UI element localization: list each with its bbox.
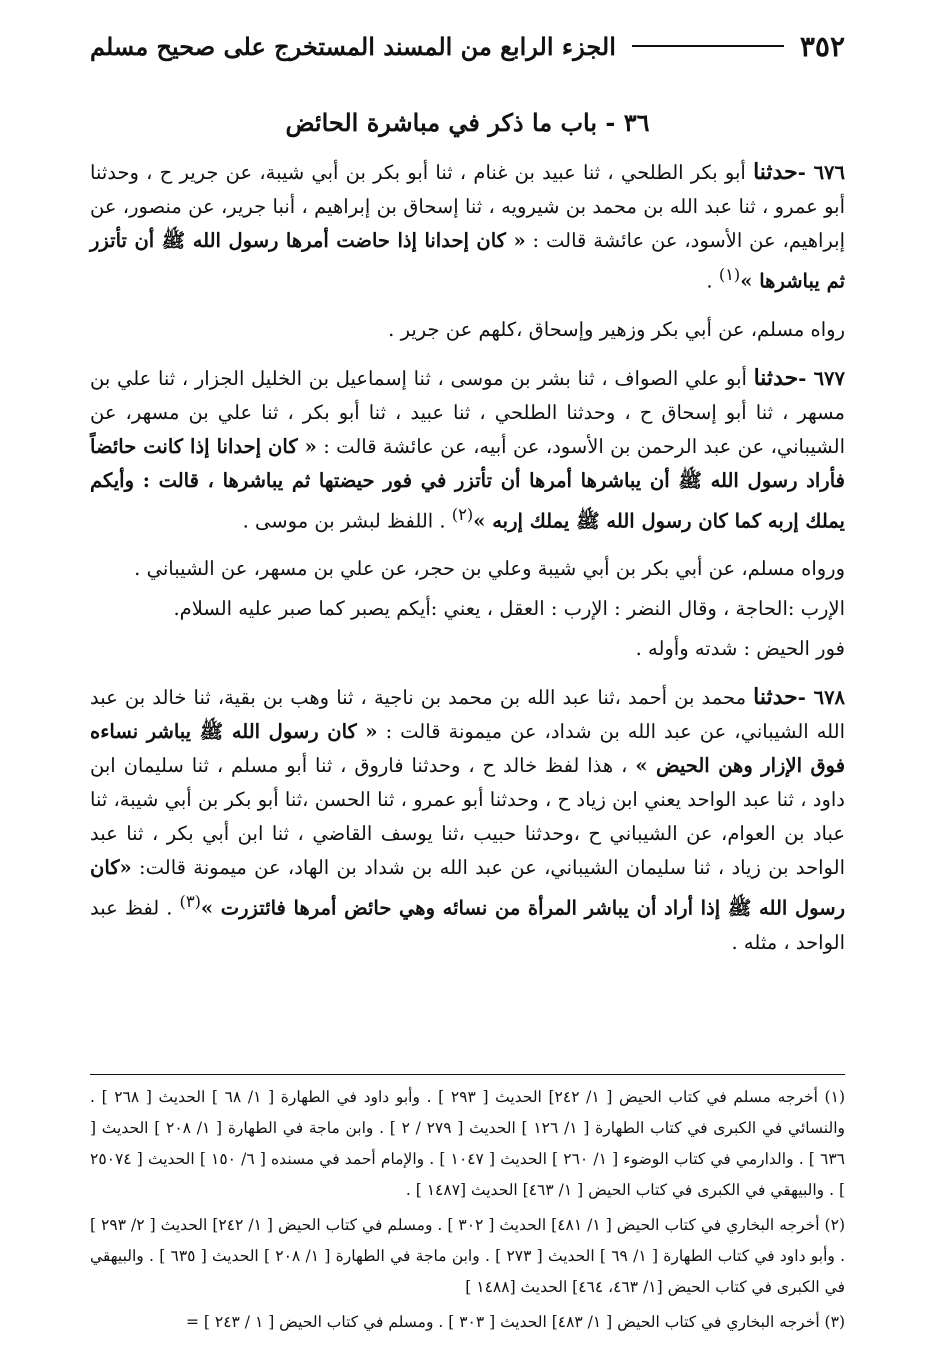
gloss-irb: الإرب :الحاجة ، وقال النضر : الإرب : العقل ، يعني :أيكم يصبر كما صبر عليه السلام.	[173, 597, 845, 620]
main-text	[90, 155, 845, 974]
hadith-676	[90, 155, 845, 299]
page-number: ٣٥٢	[799, 29, 845, 63]
hadith-keyword: حدثنا	[753, 159, 798, 185]
hadith-number: ٦٧٧ -	[798, 366, 845, 390]
footnote-marker: (٢)	[451, 504, 474, 524]
isnad-text-2: ، هذا لفظ خالد ح ، وحدثنا فاروق ، ثنا أبو مسلم ، ثنا سليمان ابن داود ، ثنا عبد الواحد يعني ابن زياد ح ، وحدثنا أبو عمرو ، ثنا الحسن ،ثنا أبو بكر بن أبي شيبة، ثنا عباد بن العوام، عن الشيباني ح ،وحدثنا حبيب ،ثنا يوسف القاضي ، ثنا ابن أبي بكر ، ثنا عبد الواحد بن زياد ، ثنا سليمان الشيباني، عن عبد الله بن شداد بن الهاد، عن ميمونة قالت:	[90, 754, 845, 879]
hadith-quote: « كان إحدانا إذا حاضت أمرها رسول الله ﷺ أن تأتزر ثم يباشرها »	[90, 229, 845, 293]
hadith-678	[90, 680, 845, 960]
chapter-title: ٣٦ - باب ما ذكر في مباشرة الحائض	[285, 108, 650, 137]
footnote-3: (٣) أخرجه البخاري في كتاب الحيض [ ١/ ٤٨٣] الحديث [ ٣٠٣ ] . ومسلم في كتاب الحيض [ ١ / ٢٤٣ ] =	[186, 1313, 845, 1331]
isnad-text: أبو بكر الطلحي ، ثنا عبيد بن غنام ، ثنا أبو بكر بن أبي شيبة، عن جرير ح ، وحدثنا أبو عمرو ، ثنا عبد الله بن محمد بن شيرويه ، ثنا إسحاق بن إبراهيم ، أنبا جرير، عن منصور، عن إبراهيم، عن الأسود، عن عائشة قالت :	[90, 161, 845, 252]
footnote-marker: (١)	[718, 265, 741, 284]
page-header	[90, 18, 845, 74]
lafz-note: . لفظ عبد الواحد ، مثله .	[90, 896, 845, 954]
gloss-fawr: فور الحيض : شدته وأوله .	[635, 637, 845, 660]
lafz-note: . اللفظ لبشر بن موسى .	[242, 509, 446, 532]
footnotes	[90, 1082, 845, 1342]
hadith-keyword: حدثنا	[753, 684, 798, 710]
footnote-marker: (٣)	[179, 892, 201, 911]
sentence-end: .	[706, 269, 713, 293]
header-rule	[632, 45, 784, 47]
hadith-677	[90, 361, 845, 539]
running-title: الجزء الرابع من المسند المستخرج على صحيح مسلم	[90, 31, 616, 61]
hadith-quote: « كان رسول الله ﷺ يباشر نساءه فوق الإزار وهن الحيض »	[90, 720, 846, 777]
hadith-quote: « كان إحدانا إذا كانت حائضاً فأراد رسول الله ﷺ أن يباشرها أمرها أن تأتزر في فور حيضتها ثم يباشرها ، قالت : وأيكم يملك إربه كما كان رسول الله ﷺ يملك إربه »	[90, 434, 845, 532]
isnad-text: محمد بن أحمد ،ثنا عبد الله بن محمد بن ناجية ، ثنا وهب بن بقية، ثنا خالد بن عبد الله الشيباني، عن عبد الله بن شداد، عن ميمونة قالت :	[90, 686, 845, 743]
footnote-separator	[90, 1074, 845, 1075]
hadith-number: ٦٧٨ -	[797, 686, 846, 709]
hadith-quote-2: «كان رسول الله ﷺ إذا أراد أن يباشر المرأة من نسائه وهي حائض أمرها فائتزرت »	[90, 856, 845, 920]
riwaya-677: ورواه مسلم، عن أبي بكر بن أبي شيبة وعلي بن حجر، عن علي بن مسهر، عن الشيباني .	[134, 557, 845, 580]
hadith-keyword: حدثنا	[753, 364, 799, 391]
footnote-1: (١) أخرجه مسلم في كتاب الحيض [ ١/ ٢٤٢] الحديث [ ٢٩٣ ] . وأبو داود في الطهارة [ ١/ ٦٨ ] الحديث [ ٢٦٨ ] . والنسائي في الكبرى في كتاب الطهارة [ ١/ ١٢٦ ] الحديث [ ٢٧٩ / ٢ ] . وابن ماجة في الطهارة [ ١/ ٢٠٨ ] الحديث [ ٦٣٦ ] . والدارمي في كتاب الوضوء [ ١/ ٢٦٠ ] الحديث [ ١٠٤٧ ] . والإمام أحمد في مسنده [ ٦/ ١٥٠ ] الحديث [ ٢٥٠٧٤ ] . والبيهقي في الكبرى في كتاب الحيض [ ١/ ٤٦٣] الحديث [١٤٨٧ ] .	[90, 1088, 845, 1199]
footnote-2: (٢) أخرجه البخاري في كتاب الحيض [ ١/ ٤٨١] الحديث [ ٣٠٢ ] . ومسلم في كتاب الحيض [ ١/ ٢٤٢] الحديث [ ٢/ ٢٩٣ ] . وأبو داود في كتاب الطهارة [ ١/ ٦٩ ] الحديث [ ٢٧٣ ] . وابن ماجة في الطهارة [ ١/ ٢٠٨ ] الحديث [ ٦٣٥ ] . والبيهقي في الكبرى في كتاب الحيض [١/ ٤٦٣، ٤٦٤] الحديث [١٤٨٨ ]	[90, 1216, 846, 1296]
isnad-text: أبو علي الصواف ، ثنا بشر بن موسى ، ثنا إسماعيل بن الخليل الجزار ، ثنا علي بن مسهر ، ثنا أبو إسحاق ح ، وحدثنا الطلحي ، ثنا عبيد ، ثنا أبو بكر ، ثنا علي بن مسهر، عن الشيباني، عن عبد الرحمن بن الأسود، عن أبيه، عن عائشة قالت :	[90, 366, 846, 458]
riwaya-676: رواه مسلم، عن أبي بكر وزهير وإسحاق ،كلهم عن جرير .	[388, 317, 845, 341]
hadith-number: ٦٧٦ -	[797, 161, 845, 184]
